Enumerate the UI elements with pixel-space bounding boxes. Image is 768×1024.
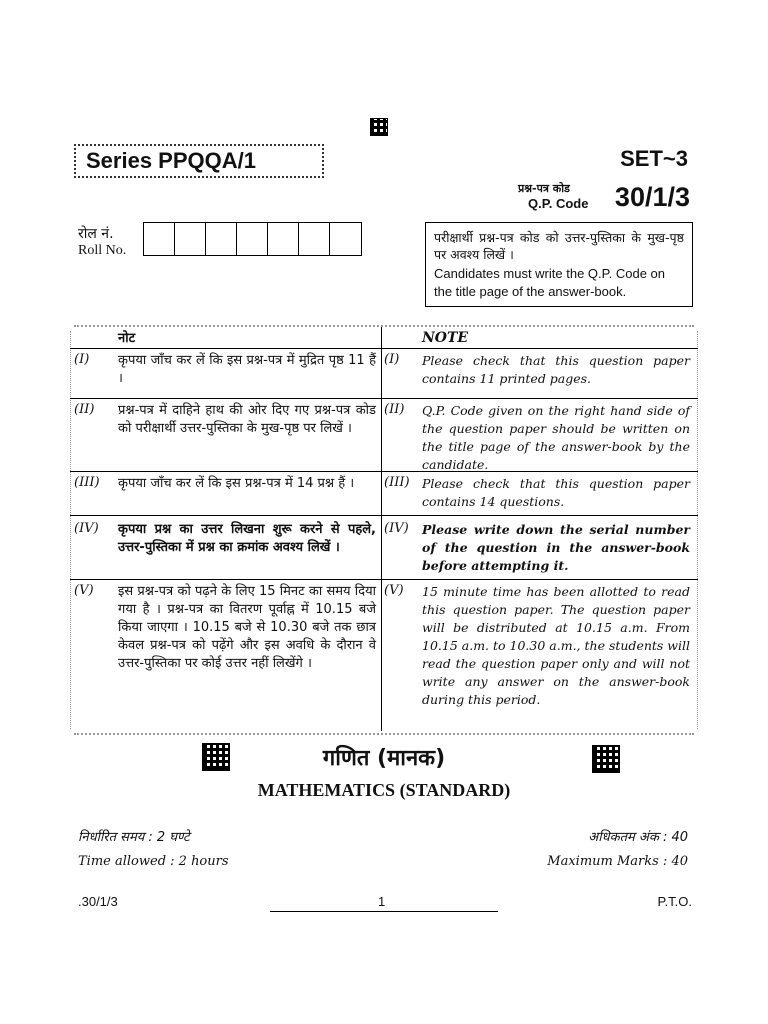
qp-code-label-english: Q.P. Code [528,196,589,211]
note-number: (IV) [74,521,99,536]
max-marks-hindi: अधिकतम अंक : 40 [588,830,688,845]
roll-label-hindi: रोल नं. [78,226,114,242]
note-number: (IV) [384,521,409,536]
note-text-english: 15 minute time has been allotted to read this question paper. The question paper will be distributed at 10.15 a.m. From 10.15 a.m. to 10.30 a.m., the students will read the question paper only and will not write any answer on the answer-book during this period. [422,584,690,707]
roll-digit-box[interactable] [330,223,361,255]
set-label: SET~3 [620,146,688,171]
note-number: (II) [384,402,405,417]
note-number: (I) [384,352,400,367]
note-number: (II) [74,402,95,417]
subject-title-english: MATHEMATICS (STANDARD) [257,780,511,800]
note-number: (I) [74,352,90,367]
subject-title-hindi: गणित (मानक) [322,746,446,771]
roll-digit-box[interactable] [206,223,237,255]
series-label: Series PPQQA/1 [74,144,324,178]
note-number: (V) [74,583,94,598]
note-text-english: Q.P. Code given on the right hand side of the question paper should be written on the title page of the answer-book by the candidate. [422,403,690,472]
note-number: (V) [384,583,404,598]
time-allowed-hindi: निर्धारित समय : 2 घण्टे [78,830,190,845]
qr-code-icon [370,118,388,136]
roll-digit-box[interactable] [144,223,175,255]
footer-rule [270,911,498,912]
note-text-hindi: इस प्रश्न-पत्र को पढ़ने के लिए 15 मिनट का समय दिया गया है । प्रश्न-पत्र का वितरण पूर्वाह्न में 10.15 बजे किया जाएगा । 10.15 बजे से 10.30 बजे तक छात्र केवल प्रश्न-पत्र को पढ़ेंगे और इस अवधि के दौरान वे उत्तर-पुस्तिका पर कोई उत्तर नहीं लिखेंगे । [118,584,376,671]
note-number: (III) [384,475,410,490]
note-number: (III) [74,475,100,490]
roll-number-boxes[interactable] [143,222,362,256]
pto-label: P.T.O. [657,894,692,909]
notes-heading-hindi: नोट [118,331,136,346]
row-divider [70,579,698,580]
note-text-hindi: कृपया जाँच कर लें कि इस प्रश्न-पत्र में मुद्रित पृष्ठ 11 हैं । [118,353,376,386]
qp-code-value: 30/1/3 [614,182,690,212]
candidate-instruction-box [425,222,693,307]
row-divider [70,348,698,349]
row-divider [70,515,698,516]
roll-digit-box[interactable] [299,223,330,255]
candidate-instruction-english: Candidates must write the Q.P. Code on the title page of the answer-book. [434,266,665,299]
note-text-hindi: प्रश्न-पत्र में दाहिने हाथ की ओर दिए गए प्रश्न-पत्र कोड को परीक्षार्थी उत्तर-पुस्तिका के मुख-पृष्ठ पर लिखें । [118,403,376,436]
note-text-hindi: कृपया जाँच कर लें कि इस प्रश्न-पत्र में 14 प्रश्न हैं । [118,476,355,491]
qp-code-label-hindi: प्रश्न-पत्र कोड [518,182,570,195]
max-marks-english: Maximum Marks : 40 [547,854,688,869]
roll-digit-box[interactable] [175,223,206,255]
notes-divider [381,327,382,731]
note-text-hindi: कृपया प्रश्न का उत्तर लिखना शुरू करने से पहले, उत्तर-पुस्तिका में प्रश्न का क्रमांक अवश्य लिखें । [118,522,376,555]
roll-digit-box[interactable] [268,223,299,255]
candidate-instruction-hindi: परीक्षार्थी प्रश्न-पत्र कोड को उत्तर-पुस्तिका के मुख-पृष्ठ पर अवश्य लिखें । [434,230,684,262]
roll-digit-box[interactable] [237,223,268,255]
row-divider [70,398,698,399]
footer-code: .30/1/3 [78,894,118,909]
note-text-english: Please check that this question paper contains 11 printed pages. [422,353,690,386]
page-number: 1 [378,894,386,909]
roll-label-english: Roll No. [78,243,127,258]
note-text-english: Please check that this question paper contains 14 questions. [422,476,690,509]
notes-heading-english: NOTE [422,330,469,346]
note-text-english: Please write down the serial number of the question in the answer-book before attempting it. [422,522,690,573]
time-allowed-english: Time allowed : 2 hours [78,854,229,869]
